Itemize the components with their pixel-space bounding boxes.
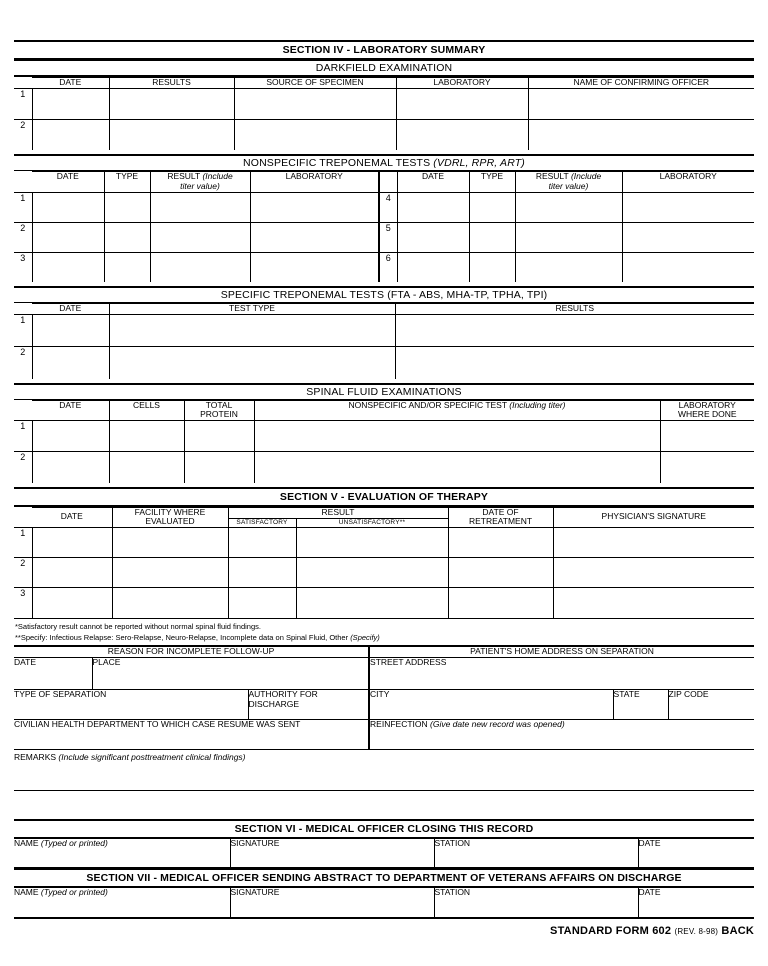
field-station[interactable]: STATION <box>434 888 638 917</box>
spinal-fluid-title: SPINAL FLUID EXAMINATIONS <box>14 383 754 400</box>
field-type-of-separation[interactable]: TYPE OF SEPARATION <box>14 690 248 720</box>
field-place[interactable]: PLACE <box>92 658 369 690</box>
cell-physicians-signature[interactable] <box>553 528 754 558</box>
cell-date[interactable] <box>32 315 109 347</box>
col-name-of-confirming-officer: NAME OF CONFIRMING OFFICER <box>528 78 754 89</box>
col-test-type: TEST TYPE <box>109 304 395 315</box>
field-date[interactable]: DATE <box>14 658 92 690</box>
cell-date-of-retreatment[interactable] <box>448 558 553 588</box>
evaluation-header-row-1 <box>14 507 754 518</box>
cell-laboratory-right[interactable] <box>622 222 754 252</box>
table-row <box>14 119 754 150</box>
specific-header-row <box>14 304 754 315</box>
section-vi-table <box>14 839 754 869</box>
row-number: 2 <box>14 347 32 379</box>
section-vii-table <box>14 888 754 917</box>
cell-date-left[interactable] <box>32 192 104 222</box>
cell-total-protein[interactable] <box>184 452 254 483</box>
col-date-of-retreatment: DATE OF RETREATMENT <box>448 507 553 528</box>
cell-result-left[interactable] <box>150 222 250 252</box>
section-v-title: SECTION V - EVALUATION OF THERAPY <box>14 487 754 507</box>
cell-laboratory[interactable] <box>396 119 528 150</box>
field-date[interactable]: DATE <box>638 888 754 917</box>
field-signature[interactable]: SIGNATURE <box>230 888 434 917</box>
cell-confirming-officer[interactable] <box>528 88 754 119</box>
nonspecific-title-italic: (VDRL, RPR, ART) <box>433 157 525 170</box>
col-result-left: RESULT (Include titer value) <box>150 172 250 193</box>
darkfield-title: DARKFIELD EXAMINATION <box>14 60 754 77</box>
cell-laboratory-left[interactable] <box>250 222 379 252</box>
cell-date[interactable] <box>32 421 109 452</box>
table-row <box>14 588 754 618</box>
table-row <box>14 347 754 379</box>
table-row <box>14 88 754 119</box>
cell-date[interactable] <box>32 558 112 588</box>
cell-type-left[interactable] <box>104 222 150 252</box>
header-patients-home-address: PATIENT'S HOME ADDRESS ON SEPARATION <box>369 646 754 657</box>
cell-laboratory-where-done[interactable] <box>660 452 754 483</box>
cell-date-right[interactable] <box>397 252 469 282</box>
col-date: DATE <box>32 304 109 315</box>
field-station[interactable]: STATION <box>434 839 638 868</box>
col-laboratory-where-done: LABORATORY WHERE DONE <box>660 400 754 421</box>
cell-results[interactable] <box>109 88 234 119</box>
field-zip-code[interactable]: ZIP CODE <box>668 690 754 720</box>
table-row <box>14 528 754 558</box>
cell-physicians-signature[interactable] <box>553 588 754 618</box>
specific-treponemal-title: SPECIFIC TREPONEMAL TESTS (FTA - ABS, MHA-TP, TPHA, TPI) <box>14 286 754 303</box>
remarks-row <box>14 750 754 790</box>
col-date-right: DATE <box>397 172 469 193</box>
row-number: 2 <box>14 452 32 483</box>
row-number: 2 <box>14 119 32 150</box>
form-footer <box>14 919 754 937</box>
col-total-protein: TOTAL PROTEIN <box>184 400 254 421</box>
cell-satisfactory[interactable] <box>228 528 296 558</box>
cell-test[interactable] <box>254 452 660 483</box>
row-number: 1 <box>14 528 32 558</box>
cell-satisfactory[interactable] <box>228 588 296 618</box>
col-type-left: TYPE <box>104 172 150 193</box>
row-number: 1 <box>14 315 32 347</box>
section-vi-row <box>14 839 754 868</box>
cell-date[interactable] <box>32 347 109 379</box>
table-row <box>14 452 754 483</box>
darkfield-table <box>14 77 754 150</box>
cell-test[interactable] <box>254 421 660 452</box>
form-revision: (REV. 8-98) <box>674 927 719 937</box>
nonspecific-header-row <box>14 172 754 193</box>
cell-date-left[interactable] <box>32 222 104 252</box>
field-name[interactable]: NAME (Typed or printed) <box>14 888 230 917</box>
nonspecific-title-main: NONSPECIFIC TREPONEMAL TESTS <box>243 157 434 170</box>
cell-cells[interactable] <box>109 421 184 452</box>
cell-date-right[interactable] <box>397 222 469 252</box>
col-result-right: RESULT (Include titer value) <box>515 172 622 193</box>
cell-laboratory-left[interactable] <box>250 252 379 282</box>
cell-unsatisfactory[interactable] <box>296 588 448 618</box>
cell-date[interactable] <box>32 452 109 483</box>
cell-type-right[interactable] <box>469 192 515 222</box>
evaluation-of-therapy-table <box>14 507 754 618</box>
col-facility-where-evaluated: FACILITY WHERE EVALUATED <box>112 507 228 528</box>
cell-laboratory[interactable] <box>396 88 528 119</box>
col-physicians-signature: PHYSICIAN'S SIGNATURE <box>553 507 754 528</box>
table-row <box>14 315 754 347</box>
cell-cells[interactable] <box>109 452 184 483</box>
col-nonspecific-specific-test: NONSPECIFIC AND/OR SPECIFIC TEST (Including titer) <box>254 400 660 421</box>
table-row <box>14 192 754 222</box>
col-results: RESULTS <box>109 78 234 89</box>
col-date-left: DATE <box>32 172 104 193</box>
cell-total-protein[interactable] <box>184 421 254 452</box>
cell-confirming-officer[interactable] <box>528 119 754 150</box>
cell-type-right[interactable] <box>469 222 515 252</box>
col-type-right: TYPE <box>469 172 515 193</box>
row-number: 3 <box>14 588 32 618</box>
cell-facility[interactable] <box>112 528 228 558</box>
col-laboratory-right: LABORATORY <box>622 172 754 193</box>
cell-source-of-specimen[interactable] <box>234 119 396 150</box>
cell-date[interactable] <box>32 88 109 119</box>
field-authority-for-discharge[interactable]: AUTHORITY FOR DISCHARGE <box>248 690 369 720</box>
cell-date[interactable] <box>32 119 109 150</box>
footnote-2: **Specify: Infectious Relapse: Sero-Relapse, Neuro-Relapse, Incomplete data on Spinal Fluid, Other (Specify) <box>15 632 380 642</box>
cell-facility[interactable] <box>112 588 228 618</box>
col-laboratory-left: LABORATORY <box>250 172 379 193</box>
darkfield-header-row <box>14 78 754 89</box>
row-number: 1 <box>14 88 32 119</box>
col-unsatisfactory: UNSATISFACTORY** <box>296 519 448 528</box>
table-row <box>14 222 754 252</box>
col-source-of-specimen: SOURCE OF SPECIMEN <box>234 78 396 89</box>
row-number: 2 <box>14 558 32 588</box>
cell-date-of-retreatment[interactable] <box>448 588 553 618</box>
cell-unsatisfactory[interactable] <box>296 528 448 558</box>
cell-date-left[interactable] <box>32 252 104 282</box>
followup-row-3 <box>14 720 754 750</box>
cell-result-right[interactable] <box>515 222 622 252</box>
col-satisfactory: SATISFACTORY <box>228 519 296 528</box>
cell-result-right[interactable] <box>515 252 622 282</box>
col-cells: CELLS <box>109 400 184 421</box>
followup-row-1 <box>14 658 754 690</box>
cell-result-left[interactable] <box>150 192 250 222</box>
row-number: 3 <box>14 252 32 282</box>
form-number: STANDARD FORM 602 <box>550 925 672 938</box>
col-result: RESULT <box>228 507 448 518</box>
field-street-address[interactable]: STREET ADDRESS <box>369 658 754 690</box>
cell-source-of-specimen[interactable] <box>234 88 396 119</box>
cell-date[interactable] <box>32 528 112 558</box>
row-number: 2 <box>14 222 32 252</box>
specific-treponemal-table <box>14 303 754 378</box>
cell-result-left[interactable] <box>150 252 250 282</box>
row-number: 4 <box>379 192 397 222</box>
section-vi-title: SECTION VI - MEDICAL OFFICER CLOSING THIS RECORD <box>14 819 754 839</box>
cell-results[interactable] <box>395 315 754 347</box>
cell-laboratory-right[interactable] <box>622 252 754 282</box>
cell-results[interactable] <box>109 119 234 150</box>
row-number: 1 <box>14 192 32 222</box>
nonspecific-treponemal-table <box>14 171 754 282</box>
col-date: DATE <box>32 78 109 89</box>
field-reinfection[interactable]: REINFECTION (Give date new record was opened) <box>369 720 754 750</box>
row-number: 5 <box>379 222 397 252</box>
cell-physicians-signature[interactable] <box>553 558 754 588</box>
cell-facility[interactable] <box>112 558 228 588</box>
nonspecific-treponemal-title <box>14 154 754 171</box>
section-v-footnotes <box>14 619 754 646</box>
row-number: 1 <box>14 421 32 452</box>
followup-address-block <box>14 645 754 789</box>
field-signature[interactable]: SIGNATURE <box>230 839 434 868</box>
header-reason-for-incomplete-followup: REASON FOR INCOMPLETE FOLLOW-UP <box>14 646 369 657</box>
field-civilian-health-department[interactable]: CIVILIAN HEALTH DEPARTMENT TO WHICH CASE RESUME WAS SENT <box>14 720 369 750</box>
field-state[interactable]: STATE <box>613 690 668 720</box>
col-date: DATE <box>32 400 109 421</box>
section-iv-title: SECTION IV - LABORATORY SUMMARY <box>14 40 754 60</box>
row-number: 6 <box>379 252 397 282</box>
cell-laboratory-left[interactable] <box>250 192 379 222</box>
cell-laboratory-right[interactable] <box>622 192 754 222</box>
cell-type-right[interactable] <box>469 252 515 282</box>
field-date[interactable]: DATE <box>638 839 754 868</box>
spinal-fluid-table <box>14 400 754 483</box>
followup-row-2 <box>14 690 754 720</box>
col-results: RESULTS <box>395 304 754 315</box>
section-vii-title: SECTION VII - MEDICAL OFFICER SENDING ABSTRACT TO DEPARTMENT OF VETERANS AFFAIRS ON DISCHARGE <box>14 868 754 888</box>
cell-unsatisfactory[interactable] <box>296 558 448 588</box>
field-name[interactable]: NAME (Typed or printed) <box>14 839 230 868</box>
cell-date[interactable] <box>32 588 112 618</box>
cell-type-left[interactable] <box>104 192 150 222</box>
cell-laboratory-where-done[interactable] <box>660 421 754 452</box>
footnote-1: *Satisfactory result cannot be reported without normal spinal fluid findings. <box>15 621 261 631</box>
field-city[interactable]: CITY <box>369 690 613 720</box>
cell-date-of-retreatment[interactable] <box>448 528 553 558</box>
followup-header-row <box>14 646 754 657</box>
cell-date-right[interactable] <box>397 192 469 222</box>
cell-satisfactory[interactable] <box>228 558 296 588</box>
field-remarks[interactable]: REMARKS (Include significant posttreatment clinical findings) <box>14 750 754 790</box>
spinal-header-row <box>14 400 754 421</box>
table-row <box>14 421 754 452</box>
cell-test-type[interactable] <box>109 315 395 347</box>
col-laboratory: LABORATORY <box>396 78 528 89</box>
col-date: DATE <box>32 507 112 528</box>
table-row <box>14 558 754 588</box>
cell-type-left[interactable] <box>104 252 150 282</box>
cell-result-right[interactable] <box>515 192 622 222</box>
cell-results[interactable] <box>395 347 754 379</box>
table-row <box>14 252 754 282</box>
form-side-label: BACK <box>721 925 754 938</box>
cell-test-type[interactable] <box>109 347 395 379</box>
section-vii-row <box>14 888 754 917</box>
